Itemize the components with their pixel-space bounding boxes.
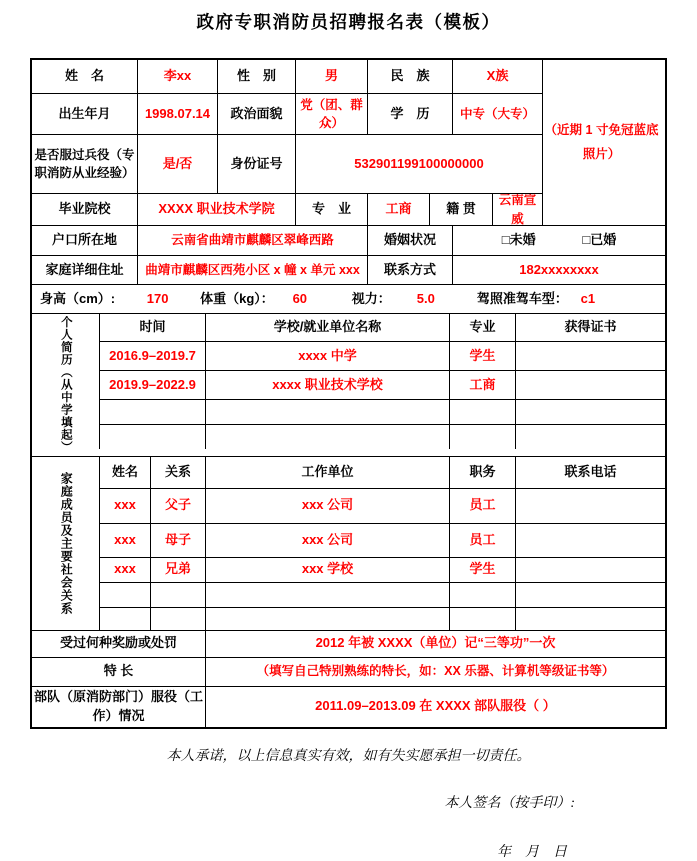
license-value: c1 [580,290,596,306]
family-position: 员工 [449,523,515,557]
native-place-label: 籍 贯 [429,193,492,225]
family-phone [515,557,665,582]
political-status-label: 政治面貌 [217,93,295,134]
military-record-value: 2011.09–2013.09 在 XXXX 部队服役（ ） [205,686,665,727]
family-relation: 父子 [150,488,205,523]
family-position: 学生 [449,557,515,582]
military-record-label: 部队（原消防部门）服役（工作）情况 [32,686,205,727]
basic-info-block [32,60,665,225]
family-phone [515,582,665,607]
military-service-value: 是/否 [137,134,217,193]
form-footer [30,745,667,861]
signature-label: 本人签名（按手印）: [444,795,575,811]
family-section [32,456,665,630]
table-row [32,93,665,134]
photo-note-text: （近期 1 寸免冠蓝底照片） [544,122,659,161]
photo-area-spacer [542,60,665,93]
vision-label: 视力： [351,290,391,306]
table-row [32,284,665,313]
family-workunit [205,582,449,607]
weight-value: 60 [292,290,308,306]
resume-row [99,399,665,424]
resume-section [32,313,665,456]
political-status-value: 党（团、群众） [295,93,367,134]
id-number-value: 532901199100000000 [295,134,542,193]
education-label: 学 历 [367,93,452,134]
resume-major [449,399,515,424]
table-row [32,255,665,284]
pledge-statement: 本人承诺，以上信息真实有效，如有失实愿承担一切责任。 [166,748,531,764]
graduate-school-value: XXXX 职业技术学院 [137,193,295,225]
family-header-position: 职务 [449,456,515,488]
resume-major: 学生 [449,341,515,370]
height-value: 170 [146,290,169,306]
family-row [99,607,665,630]
family-side-label: 家庭成员及主要社会关系 [32,456,99,630]
contact-value: 182xxxxxxxx [452,255,665,284]
family-position: 员工 [449,488,515,523]
resume-major [449,424,515,449]
education-value: 中专（大专） [452,93,542,134]
specialty-value: （填写自己特别熟练的特长，如：XX 乐器、计算机等级证书等） [205,657,665,686]
ethnicity-label: 民 族 [367,60,452,93]
family-row [99,582,665,607]
resume-time [99,399,205,424]
table-row [32,193,665,225]
family-workunit: xxx 公司 [205,488,449,523]
resume-certificate [515,370,665,399]
home-address-label: 家庭详细住址 [32,255,137,284]
resume-certificate [515,424,665,449]
marital-status-options [452,225,665,255]
form-title: 政府专职消防员招聘报名表（模板） [196,12,501,32]
family-row [99,488,665,523]
birthdate-label: 出生年月 [32,93,137,134]
resume-header-certificate: 获得证书 [515,313,665,341]
family-header-name: 姓名 [99,456,150,488]
family-workunit: xxx 公司 [205,523,449,557]
family-relation [150,582,205,607]
resume-header-major: 专业 [449,313,515,341]
resume-header-school: 学校/就业单位名称 [205,313,449,341]
native-place-value: 云南宣威 [492,193,542,225]
table-row [32,657,665,686]
table-row [32,60,665,93]
resume-school [205,424,449,449]
family-header-row [99,456,665,488]
application-form-page [0,9,697,861]
family-header-workunit: 工作单位 [205,456,449,488]
resume-school [205,399,449,424]
resume-certificate [515,341,665,370]
table-row [32,225,665,255]
family-name [99,582,150,607]
weight-label: 体重（kg）： [200,290,274,306]
family-relation [150,607,205,630]
resume-time: 2019.9–2022.9 [99,370,205,399]
table-row [32,134,665,193]
gender-value: 男 [295,60,367,93]
family-row [99,523,665,557]
photo-area-spacer [542,134,665,193]
name-value: 李xx [137,60,217,93]
family-name: xxx [99,488,150,523]
hukou-value: 云南省曲靖市麒麟区翠峰西路 [137,225,367,255]
id-number-label: 身份证号 [217,134,295,193]
marital-status-label: 婚姻状况 [367,225,452,255]
resume-time: 2016.9–2019.7 [99,341,205,370]
family-header-phone: 联系电话 [515,456,665,488]
family-position [449,607,515,630]
license-label: 驾照准驾车型： [476,290,568,306]
family-phone [515,523,665,557]
resume-school: xxxx 中学 [205,341,449,370]
resume-major: 工商 [449,370,515,399]
contact-label: 联系方式 [367,255,452,284]
family-relation: 兄弟 [150,557,205,582]
married-checkbox[interactable]: □已婚 [582,232,617,248]
resume-certificate [515,399,665,424]
resume-side-label: 个人简历（从中学填起） [32,313,99,456]
form-table [30,58,667,729]
resume-header-time: 时间 [99,313,205,341]
family-header-relation: 关系 [150,456,205,488]
birthdate-value: 1998.07.14 [137,93,217,134]
date-label: 年 月 日 [497,844,567,860]
family-phone [515,488,665,523]
specialty-label: 特 长 [32,657,205,686]
photo-area-spacer [542,193,665,225]
family-row [99,557,665,582]
family-name: xxx [99,523,150,557]
family-name: xxx [99,557,150,582]
name-label: 姓 名 [64,68,104,84]
family-workunit [205,607,449,630]
resume-row [99,370,665,399]
resume-row [99,341,665,370]
table-row [32,686,665,727]
hukou-label: 户口所在地 [32,225,137,255]
family-name [99,607,150,630]
height-label: 身高（cm）: [40,290,116,306]
graduate-school-label: 毕业院校 [32,193,137,225]
resume-school: xxxx 职业技术学校 [205,370,449,399]
resume-subtable [99,313,665,456]
family-relation: 母子 [150,523,205,557]
major-label: 专 业 [295,193,367,225]
body-metrics-row [32,284,665,313]
resume-header-row [99,313,665,341]
family-subtable [99,456,665,630]
table-row [32,630,665,657]
resume-time [99,424,205,449]
home-address-value: 曲靖市麒麟区西苑小区 x 幢 x 单元 xxx [137,255,367,284]
vision-value: 5.0 [416,290,435,306]
awards-label: 受过何种奖励或处罚 [32,630,205,657]
family-position [449,582,515,607]
ethnicity-value: X族 [452,60,542,93]
family-workunit: xxx 学校 [205,557,449,582]
resume-row [99,424,665,449]
gender-label: 性 别 [217,60,295,93]
family-phone [515,607,665,630]
awards-value: 2012 年被 XXXX（单位）记“三等功”一次 [205,630,665,657]
photo-area-spacer [542,93,665,134]
unmarried-checkbox[interactable]: □未婚 [501,232,536,248]
major-value: 工商 [367,193,429,225]
military-service-label: 是否服过兵役（专职消防从业经验） [32,134,137,193]
